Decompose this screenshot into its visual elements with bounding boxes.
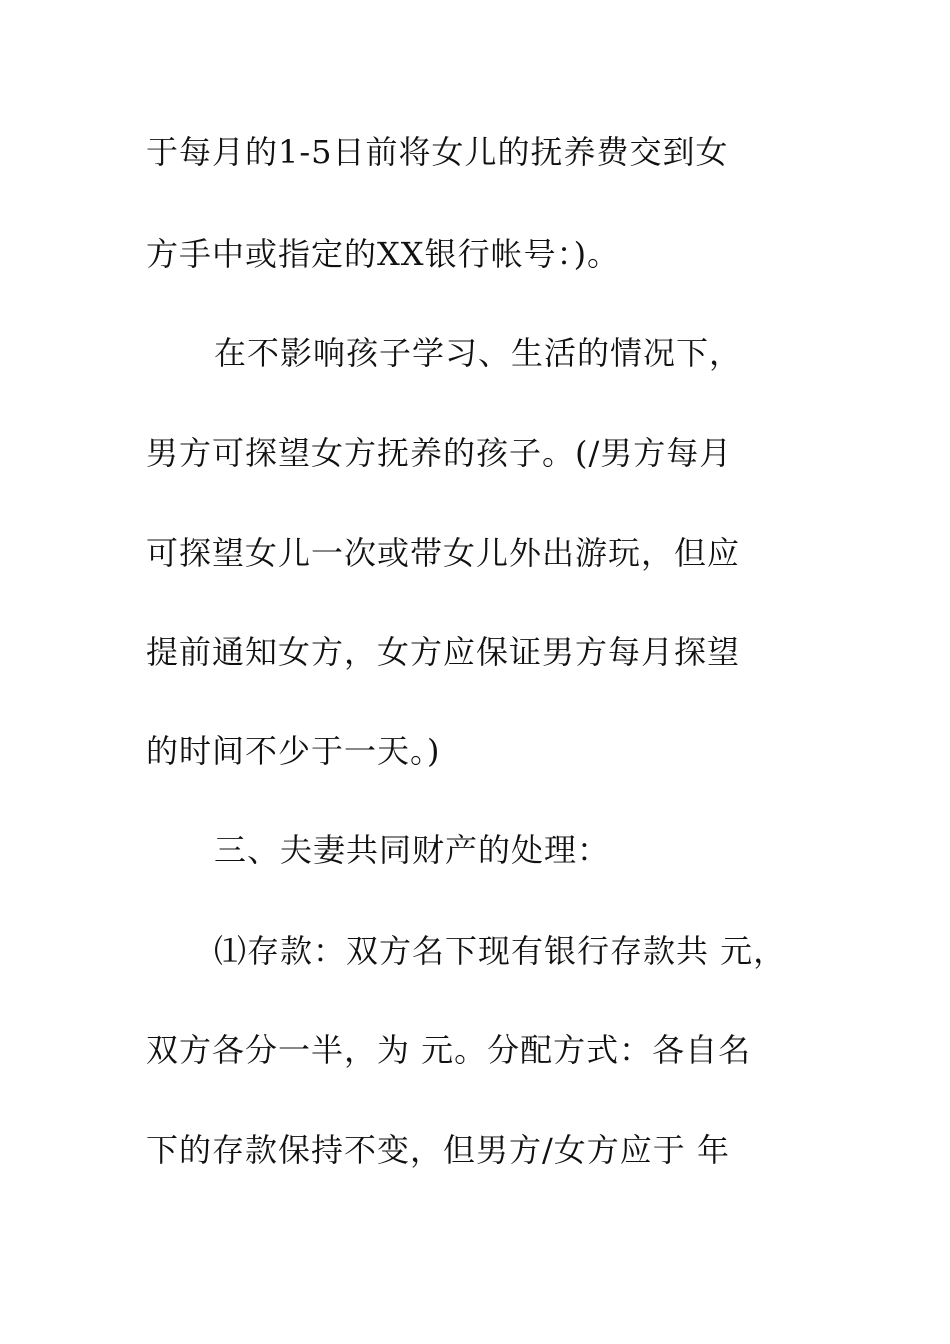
paragraph-start-line: 在不影响孩子学习、生活的情况下， [214,334,743,372]
body-text-line: 男方可探望女方抚养的孩子。(/男方每月 [146,434,733,472]
body-text-line: 提前通知女方，女方应保证男方每月探望 [146,633,741,671]
section-heading: 三、夫妻共同财产的处理： [214,831,611,869]
body-text-line: 方手中或指定的XX银行帐号：)。 [146,235,621,273]
body-text-line: 双方各分一半，为 元。分配方式：各自名 [146,1031,752,1069]
list-item-line: ⑴存款：双方名下现有银行存款共 元， [214,932,787,970]
body-text-line: 的时间不少于一天。) [146,732,441,770]
body-text-line: 可探望女儿一次或带女儿外出游玩，但应 [146,534,741,572]
body-text-line: 下的存款保持不变，但男方/女方应于 年 [146,1131,730,1169]
body-text-line: 于每月的1-5日前将女儿的抚养费交到女 [146,133,729,171]
